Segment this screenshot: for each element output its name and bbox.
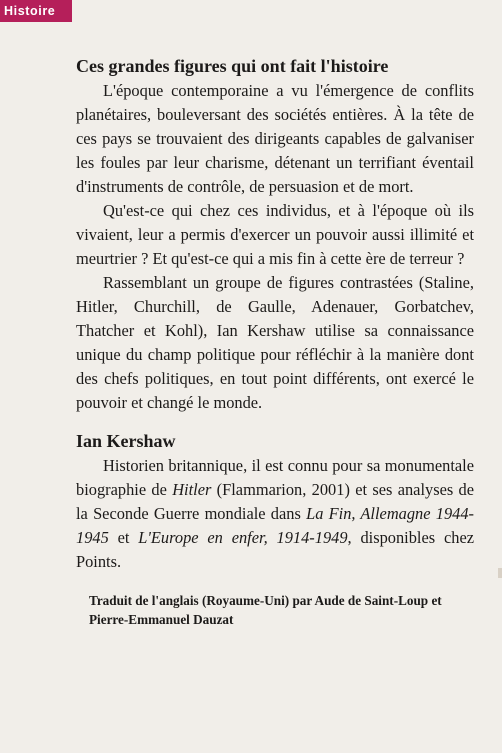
- back-cover-text: [76, 54, 474, 629]
- bio-title-hitler: Hitler: [172, 480, 212, 499]
- bio-title-europe-en-enfer: L'Europe en enfer, 1914-1949: [138, 528, 348, 547]
- bio-text-4: , disponibles chez Points.: [76, 528, 474, 571]
- paragraph-2: Qu'est-ce qui chez ces individus, et à l'époque où ils vivaient, leur a permis d'exercer un pouvoir aussi illimité et meurtrier ? Et qu'est-ce qui a mis fin à cette ère de terreur ?: [76, 201, 474, 268]
- bio-text-3: et: [108, 528, 139, 547]
- bio-title-la-fin: La Fin, Allemagne 1944-1945: [76, 504, 474, 547]
- section-label: Histoire: [0, 0, 72, 22]
- translation-credit: Traduit de l'anglais (Royaume-Uni) par Aude de Saint-Loup et Pierre-Emmanuel Dauzat: [89, 593, 442, 627]
- paragraph-1: L'époque contemporaine a vu l'émergence de conflits planétaires, bouleversant des sociétés entières. À la tête de ces pays se trouvaient des dirigeants capables de galvaniser les foules par leur charisme, détenant un terrifiant éventail d'instruments de contrôle, de persuasion et de mort.: [76, 81, 474, 196]
- author-bio: [76, 454, 474, 574]
- author-heading: Ian Kershaw: [76, 431, 176, 451]
- main-heading: Ces grandes figures qui ont fait l'histoire: [76, 56, 389, 76]
- paragraph-3: Rassemblant un groupe de figures contrastées (Staline, Hitler, Churchill, de Gaulle, Adenauer, Gorbatchev, Thatcher et Kohl), Ian Kershaw utilise sa connaissance unique du champ politique pour réfléchir à la manière dont des chefs politiques, en tout point différents, ont exercé le pouvoir et changé le monde.: [76, 273, 474, 412]
- bio-text-1: Historien britannique, il est connu pour sa monumentale biographie de: [76, 456, 474, 499]
- bio-text-2: (Flammarion, 2001) et ses analyses de la Seconde Guerre mondiale dans: [76, 480, 475, 523]
- edge-mark: [498, 568, 502, 578]
